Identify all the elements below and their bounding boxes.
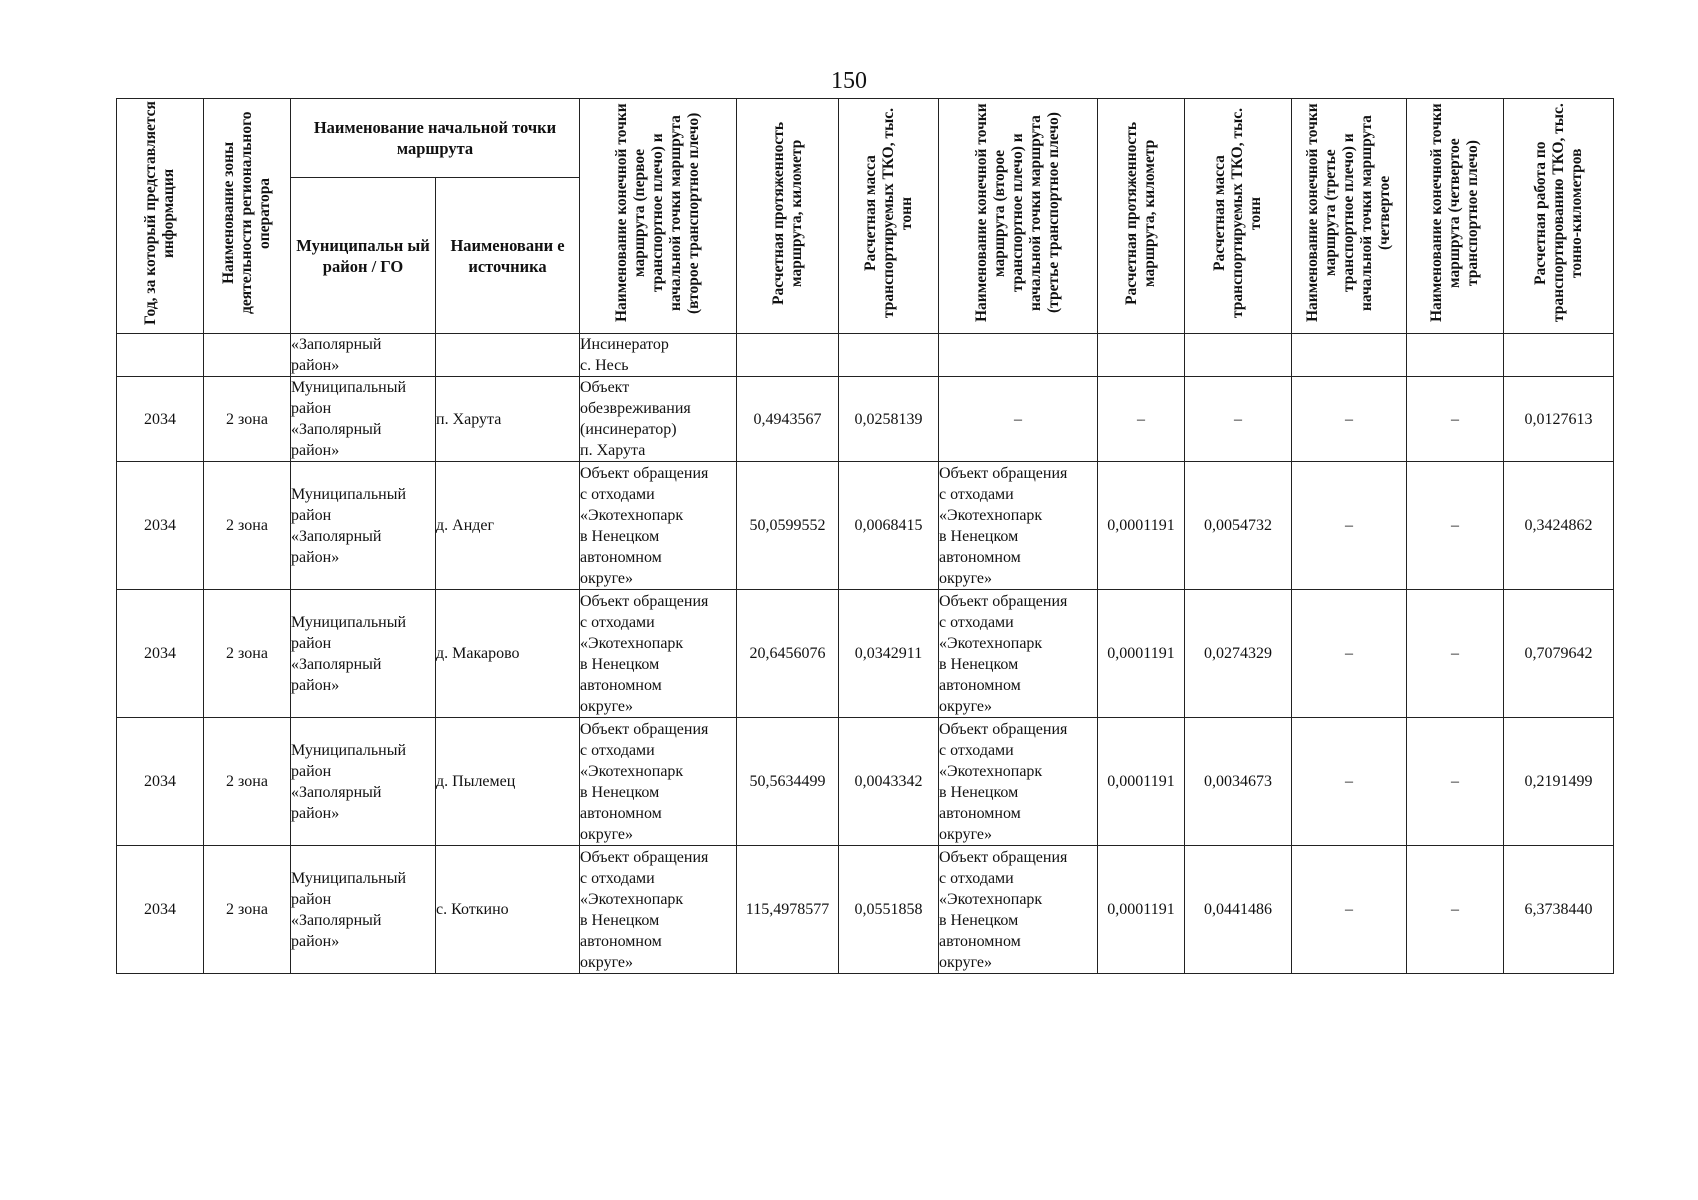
cell-mass-2 [1185,334,1292,377]
header-end-point-4: Наименование конечной точки маршрута (четвертое транспортное плечо) [1407,99,1504,334]
cell-length-1: 115,4978577 [737,846,839,974]
header-length-2: Расчетная протяженность маршрута, километр [1098,99,1185,334]
cell-end-point-2: – [939,377,1098,462]
cell-mass-1 [839,334,939,377]
cell-end-point-4: – [1407,590,1504,718]
cell-zone: 2 зона [204,590,291,718]
cell-mass-2: 0,0441486 [1185,846,1292,974]
cell-zone: 2 зона [204,377,291,462]
table-row [117,590,1614,718]
cell-end-point-3: – [1292,462,1407,590]
cell-end-point-2: Объект обращения с отходами «Экотехнопарк в Ненецком автономном округе» [939,462,1098,590]
header-end-point-1: Наименование конечной точки маршрута (первое транспортное плечо) и начальной точки маршрута (второе транспортное плечо) [580,99,737,334]
cell-end-point-2: Объект обращения с отходами «Экотехнопарк в Ненецком автономном округе» [939,718,1098,846]
cell-length-1: 50,5634499 [737,718,839,846]
cell-end-point-4: – [1407,377,1504,462]
cell-mass-1: 0,0068415 [839,462,939,590]
cell-municipality: Муниципальный район «Заполярный район» [291,846,436,974]
cell-year: 2034 [117,590,204,718]
cell-end-point-1: Объект обращения с отходами «Экотехнопарк в Ненецком автономном округе» [580,846,737,974]
table-row [117,718,1614,846]
cell-end-point-2: Объект обращения с отходами «Экотехнопарк в Ненецком автономном округе» [939,846,1098,974]
cell-end-point-2 [939,334,1098,377]
page-number: 150 [831,68,867,94]
table-row [117,377,1614,462]
cell-mass-2: 0,0034673 [1185,718,1292,846]
cell-end-point-4: – [1407,462,1504,590]
cell-zone: 2 зона [204,462,291,590]
table-row [117,334,1614,377]
cell-source: с. Коткино [436,846,580,974]
cell-year: 2034 [117,718,204,846]
cell-mass-2: – [1185,377,1292,462]
header-work: Расчетная работа по транспортированию ТКО, тыс. тонно-километров [1504,99,1614,334]
cell-mass-1: 0,0258139 [839,377,939,462]
cell-work: 0,0127613 [1504,377,1614,462]
cell-source [436,334,580,377]
cell-end-point-4 [1407,334,1504,377]
cell-end-point-1: Объект обращения с отходами «Экотехнопарк в Ненецком автономном округе» [580,718,737,846]
cell-zone [204,334,291,377]
cell-zone: 2 зона [204,846,291,974]
table-row [117,846,1614,974]
cell-length-2 [1098,334,1185,377]
table-row [117,462,1614,590]
cell-work: 6,3738440 [1504,846,1614,974]
cell-end-point-1: Инсинератор с. Несь [580,334,737,377]
cell-work [1504,334,1614,377]
cell-end-point-3: – [1292,718,1407,846]
cell-end-point-3: – [1292,590,1407,718]
cell-end-point-2: Объект обращения с отходами «Экотехнопарк в Ненецком автономном округе» [939,590,1098,718]
cell-year [117,334,204,377]
cell-municipality: Муниципальный район «Заполярный район» [291,462,436,590]
header-mass-2: Расчетная масса транспортируемых ТКО, тыс. тонн [1185,99,1292,334]
cell-year: 2034 [117,377,204,462]
cell-length-2: 0,0001191 [1098,462,1185,590]
cell-length-1: 0,4943567 [737,377,839,462]
cell-mass-1: 0,0043342 [839,718,939,846]
header-source: Наименовани е источника [436,178,580,334]
cell-year: 2034 [117,846,204,974]
cell-length-1 [737,334,839,377]
cell-length-1: 50,0599552 [737,462,839,590]
cell-source: д. Макарово [436,590,580,718]
cell-year: 2034 [117,462,204,590]
cell-municipality: Муниципальный район «Заполярный район» [291,590,436,718]
cell-municipality: Муниципальный район «Заполярный район» [291,377,436,462]
header-year: Год, за который представляется информация [117,99,204,334]
table-header [117,99,1614,334]
cell-length-1: 20,6456076 [737,590,839,718]
header-zone: Наименование зоны деятельности регионального оператора [204,99,291,334]
cell-end-point-4: – [1407,718,1504,846]
header-length-1: Расчетная протяженность маршрута, километр [737,99,839,334]
cell-zone: 2 зона [204,718,291,846]
cell-municipality: Муниципальный район «Заполярный район» [291,718,436,846]
route-table [116,98,1614,974]
cell-source: п. Харута [436,377,580,462]
cell-mass-1: 0,0342911 [839,590,939,718]
cell-length-2: 0,0001191 [1098,590,1185,718]
cell-source: д. Андег [436,462,580,590]
cell-end-point-3: – [1292,377,1407,462]
table-body [117,334,1614,974]
cell-length-2: – [1098,377,1185,462]
cell-end-point-3 [1292,334,1407,377]
cell-mass-2: 0,0054732 [1185,462,1292,590]
cell-end-point-1: Объект обращения с отходами «Экотехнопарк в Ненецком автономном округе» [580,462,737,590]
cell-end-point-1: Объект обращения с отходами «Экотехнопарк в Ненецком автономном округе» [580,590,737,718]
cell-length-2: 0,0001191 [1098,846,1185,974]
cell-source: д. Пылемец [436,718,580,846]
cell-work: 0,7079642 [1504,590,1614,718]
cell-end-point-3: – [1292,846,1407,974]
cell-work: 0,2191499 [1504,718,1614,846]
header-municipality: Муниципальн ый район / ГО [291,178,436,334]
cell-municipality: «Заполярный район» [291,334,436,377]
header-end-point-3: Наименование конечной точки маршрута (третье транспортное плечо) и начальной точки маршрута (четвертое [1292,99,1407,334]
cell-mass-1: 0,0551858 [839,846,939,974]
cell-end-point-1: Объект обезвреживания (инсинератор) п. Харута [580,377,737,462]
header-end-point-2: Наименование конечной точки маршрута (второе транспортное плечо) и начальной точки маршрута (третье транспортное плечо) [939,99,1098,334]
header-mass-1: Расчетная масса транспортируемых ТКО, тыс. тонн [839,99,939,334]
cell-length-2: 0,0001191 [1098,718,1185,846]
cell-mass-2: 0,0274329 [1185,590,1292,718]
header-start-point: Наименование начальной точки маршрута [291,99,580,178]
cell-end-point-4: – [1407,846,1504,974]
cell-work: 0,3424862 [1504,462,1614,590]
